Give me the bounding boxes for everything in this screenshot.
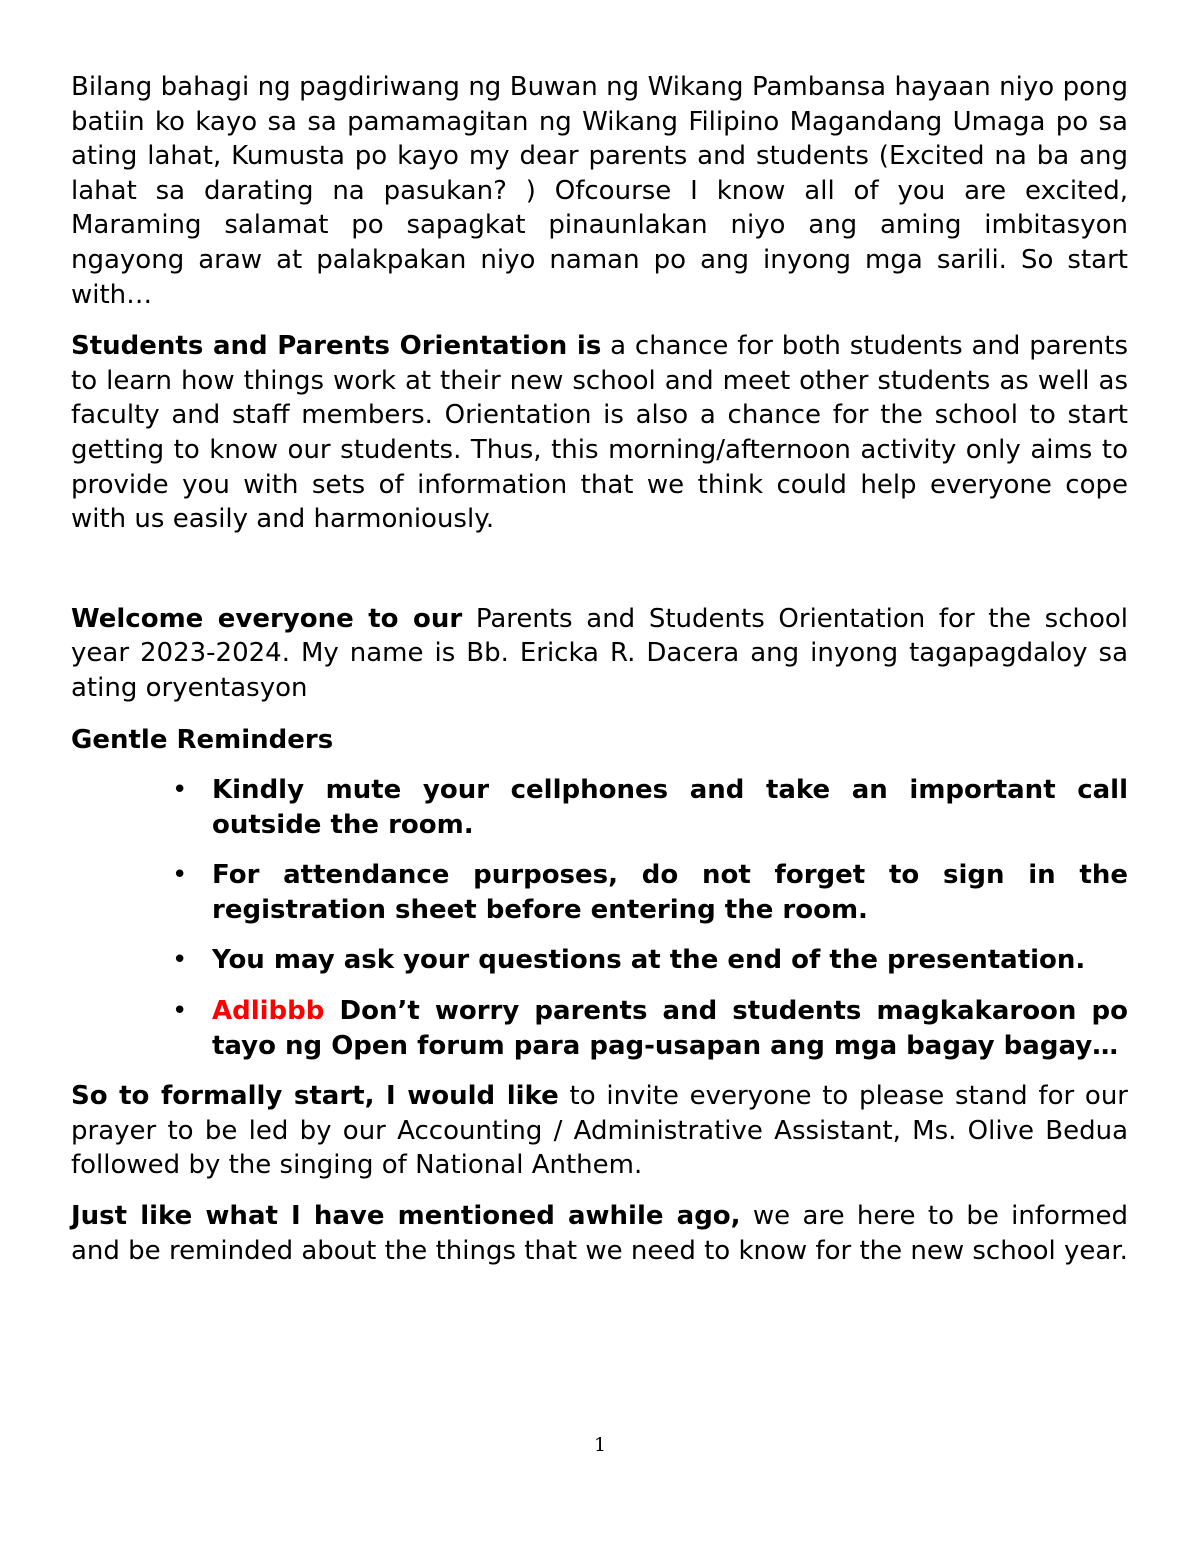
- bullet-icon: •: [172, 996, 188, 1027]
- reminder-text: Kindly mute your cellphones and take an important call outside the room.: [212, 775, 1128, 840]
- welcome-bold-lead: Welcome everyone to our: [71, 603, 463, 634]
- reminder-item: [71, 773, 1128, 842]
- orientation-text: a chance for both students and parents to learn how things work at their new school and meet other students as well as faculty and staff members. Orientation is also a chance for the school to start getting to know our students. Thus, this morning/afternoon activity only aims to provide you with sets of information that we think could help everyone cope with us easily and harmoniously.: [71, 331, 1128, 535]
- mentioned-text: we are here to be informed and be reminded about the things that we need to know for the new school year.: [71, 1201, 1128, 1266]
- bullet-icon: •: [172, 945, 188, 976]
- adlib-text: Don’t worry parents and students magkakaroon po tayo ng Open forum para pag-usapan ang mga bagay bagay…: [212, 996, 1128, 1061]
- welcome-paragraph: [71, 602, 1128, 706]
- mentioned-bold-lead: Just like what I have mentioned awhile ago,: [71, 1201, 741, 1232]
- formal-start-bold-lead: So to formally start, I would like: [71, 1081, 559, 1112]
- page-number: 1: [593, 1434, 607, 1456]
- reminder-item: [71, 943, 1128, 978]
- reminders-heading: Gentle Reminders: [71, 724, 334, 755]
- adlib-label: Adlibbb: [212, 996, 325, 1027]
- reminders-list: [71, 773, 1128, 1063]
- intro-text: Bilang bahagi ng pagdiriwang ng Buwan ng Wikang Pambansa hayaan niyo pong batiin ko kayo sa sa pamamagitan ng Wikang Filipino Magandang Umaga po sa ating lahat, Kumusta po kayo my dear parents and students (Excited na ba ang lahat sa darating na pasukan? ) Ofcourse I know all of you are excited, Maraming salamat po sapagkat pinaunlakan niyo ang aming imbitasyon ngayong araw at palakpakan niyo naman po ang inyong mga sarili. So start with…: [71, 72, 1128, 310]
- reminder-item: [71, 858, 1128, 927]
- orientation-paragraph: [71, 329, 1128, 537]
- formal-start-text: to invite everyone to please stand for our prayer to be led by our Accounting / Administrative Assistant, Ms. Olive Bedua followed by the singing of National Anthem.: [71, 1081, 1128, 1181]
- bullet-icon: •: [172, 775, 188, 806]
- reminder-item-adlib: [71, 994, 1128, 1063]
- welcome-text: Parents and Students Orientation for the school year 2023-2024. My name is Bb. Ericka R. Dacera ang inyong tagapagdaloy sa ating oryentasyon: [71, 603, 1128, 703]
- reminder-text: For attendance purposes, do not forget to sign in the registration sheet before entering the room.: [212, 860, 1128, 925]
- orientation-bold-lead: Students and Parents Orientation is: [71, 331, 602, 362]
- formal-start-paragraph: [71, 1079, 1128, 1183]
- mentioned-paragraph: [71, 1199, 1128, 1268]
- bullet-icon: •: [172, 860, 188, 891]
- intro-paragraph: [71, 70, 1128, 312]
- reminder-text: You may ask your questions at the end of the presentation.: [212, 945, 1086, 976]
- document-body: [71, 70, 1128, 1268]
